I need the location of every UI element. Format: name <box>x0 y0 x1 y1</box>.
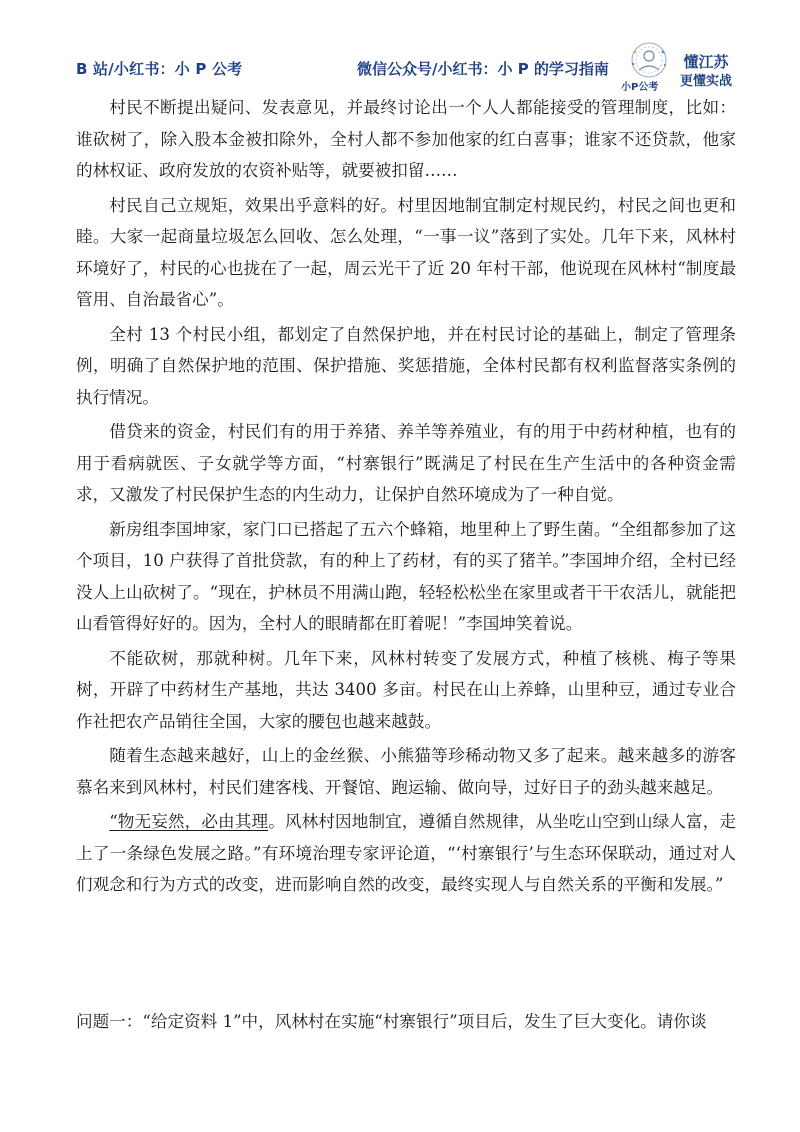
header-slogan <box>680 52 732 92</box>
closing-text: 。风林村因地制宜，遵循自然规律，从坐吃山空到山绿人富，走上了一条绿色发展之路。”有环境治理专家评论道，“‘村寨银行’与生态环保联动，通过对人们观念和行为方式的改变，进而影响自然的改变，最终实现人与自然关系的平衡和发展。” <box>76 812 737 894</box>
closing-paragraph <box>76 806 736 901</box>
logo-caption: 小P公考 <box>621 82 659 93</box>
paragraph: 借贷来的资金，村民们有的用于养猪、养羊等养殖业，有的用于中药材种植，也有的用于看病就医、子女就学等方面，“村寨银行”既满足了村民在生产生活中的各种资金需求，又激发了村民保护生态的内生动力，让保护自然环境成为了一种自觉。 <box>76 422 736 504</box>
page-header <box>0 0 800 100</box>
material-body <box>76 92 736 904</box>
paragraph: 村民不断提出疑问、发表意见，并最终讨论出一个人人都能接受的管理制度，比如：谁砍树了，除入股本金被扣除外，全村人都不参加他家的红白喜事；谁家不还贷款，他家的林权证、政府发放的农资补贴等，就要被扣留…… <box>76 98 736 180</box>
slogan-line-2: 更懂实战 <box>680 74 733 89</box>
underlined-quote: “物无妄然，必由其理 <box>109 812 269 831</box>
paragraph: 新房组李国坤家，家门口已搭起了五六个蜂箱，地里种上了野生菌。“全组都参加了这个项目，10 户获得了首批贷款，有的种上了药材，有的买了猪羊。”李国坤介绍，全村已经没人上山砍树了。“现在，护林员不用满山跑，轻轻松松坐在家里或者干干农活儿，就能把山看管得好好的。因为，全村人的眼睛都在盯着呢！”李国坤笑着说。 <box>76 519 736 633</box>
paragraph: 村民自己立规矩，效果出乎意料的好。村里因地制宜制定村规民约，村民之间也更和睦。大家一起商量垃圾怎么回收、怎么处理，“一事一议”落到了实处。几年下来，风林村环境好了，村民的心也拢在了一起，周云光干了近 20 年村干部，他说现在风林村“制度最管用、自治最省心”。 <box>76 195 736 309</box>
paragraph: 随着生态越来越好，山上的金丝猴、小熊猫等珍稀动物又多了起来。越来越多的游客慕名来到风林村，村民们建客栈、开餐馆、跑运输、做向导，过好日子的劲头越来越足。 <box>76 746 736 797</box>
paragraph: 不能砍树，那就种树。几年下来，风林村转变了发展方式，种植了核桃、梅子等果树，开辟了中药材生产基地，共达 3400 多亩。村民在山上养蜂，山里种豆，通过专业合作社把农产品销往全国，大家的腰包也越来越鼓。 <box>76 648 736 731</box>
header-left-channel: B 站/小红书：小 P 公考 <box>76 60 243 78</box>
slogan-line-1: 懂江苏 <box>683 53 729 71</box>
paragraph: 全村 13 个村民小组，都划定了自然保护地，并在村民讨论的基础上，制定了管理条例，明确了自然保护地的范围、保护措施、奖惩措施，全体村民都有权利监督落实条例的执行情况。 <box>76 324 736 407</box>
question-one: 问题一：“给定资料 1”中，风林村在实施“村寨银行”项目后，发生了巨大变化。请你谈 <box>76 1012 707 1031</box>
header-right-channel: 微信公众号/小红书：小 P 的学习指南 <box>357 60 609 78</box>
